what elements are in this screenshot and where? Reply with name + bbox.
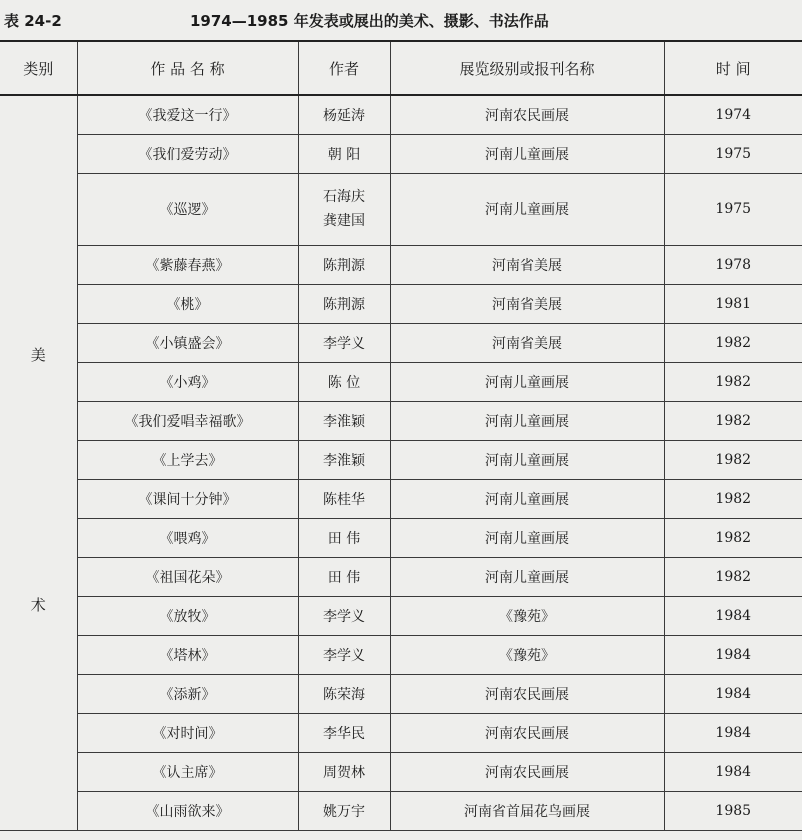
author: 田 伟	[298, 557, 390, 596]
exhibition: 河南儿童画展	[390, 134, 664, 173]
table-row	[0, 596, 802, 635]
work-title: 《认主席》	[77, 752, 298, 791]
table-row	[0, 440, 802, 479]
header-category: 类别	[0, 41, 77, 95]
header-work: 作 品 名 称	[77, 41, 298, 95]
table-title: 1974—1985 年发表或展出的美术、摄影、书法作品	[190, 12, 549, 30]
year: 1974	[664, 95, 802, 134]
table-row	[0, 323, 802, 362]
exhibition: 河南儿童画展	[390, 479, 664, 518]
year: 1985	[664, 791, 802, 830]
table-number: 表 24-2	[4, 12, 62, 30]
table-row	[0, 245, 802, 284]
author: 杨延涛	[298, 95, 390, 134]
work-title: 《我爱这一行》	[77, 95, 298, 134]
exhibition: 河南农民画展	[390, 95, 664, 134]
year: 1982	[664, 323, 802, 362]
exhibition: 河南省美展	[390, 284, 664, 323]
exhibition: 河南儿童画展	[390, 557, 664, 596]
header-row	[0, 41, 802, 95]
table-row	[0, 557, 802, 596]
author: 陈荆源	[298, 284, 390, 323]
table-row	[0, 134, 802, 173]
exhibition: 河南省首届花鸟画展	[390, 791, 664, 830]
work-title: 《紫藤春燕》	[77, 245, 298, 284]
table-row	[0, 479, 802, 518]
author: 周贺林	[298, 752, 390, 791]
author: 李学义	[298, 635, 390, 674]
year: 1982	[664, 479, 802, 518]
table-row	[0, 284, 802, 323]
work-title: 《喂鸡》	[77, 518, 298, 557]
category-char-2: 术	[30, 596, 46, 614]
table-row	[0, 713, 802, 752]
exhibition: 河南儿童画展	[390, 362, 664, 401]
year: 1982	[664, 401, 802, 440]
author	[298, 173, 390, 245]
exhibition: 河南儿童画展	[390, 173, 664, 245]
table-row	[0, 401, 802, 440]
exhibition: 河南儿童画展	[390, 518, 664, 557]
work-title: 《放牧》	[77, 596, 298, 635]
year: 1975	[664, 134, 802, 173]
work-title: 《山雨欲来》	[77, 791, 298, 830]
exhibition: 河南省美展	[390, 323, 664, 362]
work-title: 《上学去》	[77, 440, 298, 479]
year: 1982	[664, 557, 802, 596]
header-author: 作者	[298, 41, 390, 95]
work-title: 《我们爱劳动》	[77, 134, 298, 173]
year: 1982	[664, 518, 802, 557]
year: 1984	[664, 635, 802, 674]
author-line-2: 龚建国	[323, 213, 365, 229]
year: 1981	[664, 284, 802, 323]
exhibition: 河南省美展	[390, 245, 664, 284]
table-caption	[0, 8, 802, 32]
author: 李学义	[298, 596, 390, 635]
exhibition: 河南儿童画展	[390, 401, 664, 440]
exhibition: 《豫苑》	[390, 596, 664, 635]
exhibition: 河南农民画展	[390, 752, 664, 791]
year: 1975	[664, 173, 802, 245]
table-row	[0, 173, 802, 245]
author: 陈 位	[298, 362, 390, 401]
work-title: 《桃》	[77, 284, 298, 323]
year: 1984	[664, 713, 802, 752]
work-title: 《小鸡》	[77, 362, 298, 401]
author: 姚万宇	[298, 791, 390, 830]
work-title: 《课间十分钟》	[77, 479, 298, 518]
author: 李淮颖	[298, 440, 390, 479]
author: 陈荣海	[298, 674, 390, 713]
work-title: 《巡逻》	[77, 173, 298, 245]
year: 1978	[664, 245, 802, 284]
exhibition: 河南儿童画展	[390, 440, 664, 479]
work-title: 《添新》	[77, 674, 298, 713]
author: 陈桂华	[298, 479, 390, 518]
exhibition: 河南农民画展	[390, 713, 664, 752]
year: 1982	[664, 440, 802, 479]
year: 1984	[664, 752, 802, 791]
header-time: 时 间	[664, 41, 802, 95]
author-line-1: 石海庆	[323, 189, 365, 205]
work-title: 《小镇盛会》	[77, 323, 298, 362]
work-title: 《塔林》	[77, 635, 298, 674]
table-row	[0, 791, 802, 830]
author: 李淮颖	[298, 401, 390, 440]
work-title: 《我们爱唱幸福歌》	[77, 401, 298, 440]
works-table	[0, 40, 802, 831]
year: 1984	[664, 596, 802, 635]
work-title: 《祖国花朵》	[77, 557, 298, 596]
header-exhibition: 展览级别或报刊名称	[390, 41, 664, 95]
author: 朝 阳	[298, 134, 390, 173]
exhibition: 河南农民画展	[390, 674, 664, 713]
author: 田 伟	[298, 518, 390, 557]
author: 李华民	[298, 713, 390, 752]
author: 李学义	[298, 323, 390, 362]
year: 1982	[664, 362, 802, 401]
table-row	[0, 362, 802, 401]
author: 陈荆源	[298, 245, 390, 284]
table-row	[0, 518, 802, 557]
table-row	[0, 752, 802, 791]
table-row	[0, 674, 802, 713]
category-cell	[0, 95, 77, 830]
year: 1984	[664, 674, 802, 713]
table-row	[0, 635, 802, 674]
exhibition: 《豫苑》	[390, 635, 664, 674]
work-title: 《对时间》	[77, 713, 298, 752]
table-row	[0, 95, 802, 134]
category-char-1: 美	[30, 346, 46, 364]
